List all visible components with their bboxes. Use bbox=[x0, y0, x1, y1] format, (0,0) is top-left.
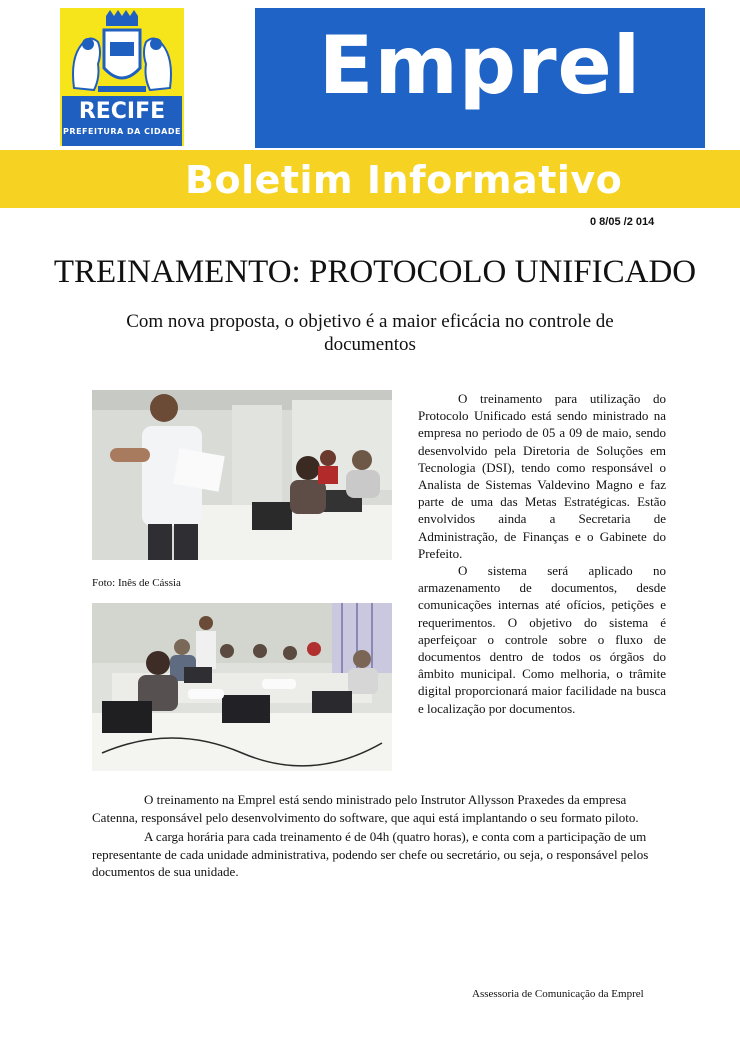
column-paragraph-1: O treinamento para utilização do Protocolo Unificado está sendo ministrado na empresa no periodo de 05 a 09 de maio, sendo desenvolvido pela Diretoria de Soluções em Tecnologia (DSI), tendo como responsável o Analista de Sistemas Valdevino Magno e faz parte de uma das Metas Estratégicas. Estão envolvidos ainda a Secretaria de Administração, de Finanças e o Gabinete do Prefeito. bbox=[418, 391, 666, 561]
body-paragraph-2: A carga horária para cada treinamento é de 04h (quatro horas), e conta com a participação de um representante de cada unidade administrativa, podendo ser chefe ou secretário, ou seja, o responsável pelos documentos de sua unidade. bbox=[92, 829, 649, 879]
photo-caption: Foto: Inês de Cássia bbox=[92, 577, 181, 589]
logo-city: RECIFE bbox=[78, 99, 166, 124]
bulletin-title: Boletim Informativo bbox=[185, 158, 623, 202]
article-title: TREINAMENTO: PROTOCOLO UNIFICADO bbox=[53, 254, 697, 290]
logo-subtitle: PREFEITURA DA CIDADE bbox=[63, 127, 181, 136]
footer-credit: Assessoria de Comunicação da Emprel bbox=[472, 988, 644, 1000]
article-column bbox=[418, 390, 666, 717]
publication-date: 0 8/05 /2 014 bbox=[590, 216, 655, 228]
body-paragraph-1: O treinamento na Emprel está sendo ministrado pelo Instrutor Allysson Praxedes da empresa Catenna, responsável pelo desenvolvimento do software, que aqui está implantando o seu formato piloto. bbox=[92, 792, 639, 825]
brand-name: Emprel bbox=[318, 19, 642, 112]
coat-of-arms-icon bbox=[60, 8, 184, 98]
training-photo-1 bbox=[92, 390, 392, 560]
article-subtitle: Com nova proposta, o objetivo é a maior eficácia no controle de documentos bbox=[126, 311, 614, 355]
training-photo-2 bbox=[92, 603, 392, 771]
column-paragraph-2: O sistema será aplicado no armazenamento de documentos, desde comunicações internas até ofícios, petições e requerimentos. O objetivo do sistema é aperfeiçoar o controle sobre o fluxo de documentos dentro de todos os órgãos do âmbito municipal. Como melhoria, o trâmite digital proporcionará maior facilidade na busca e localização por documentos. bbox=[418, 563, 666, 716]
article-body bbox=[92, 791, 652, 883]
